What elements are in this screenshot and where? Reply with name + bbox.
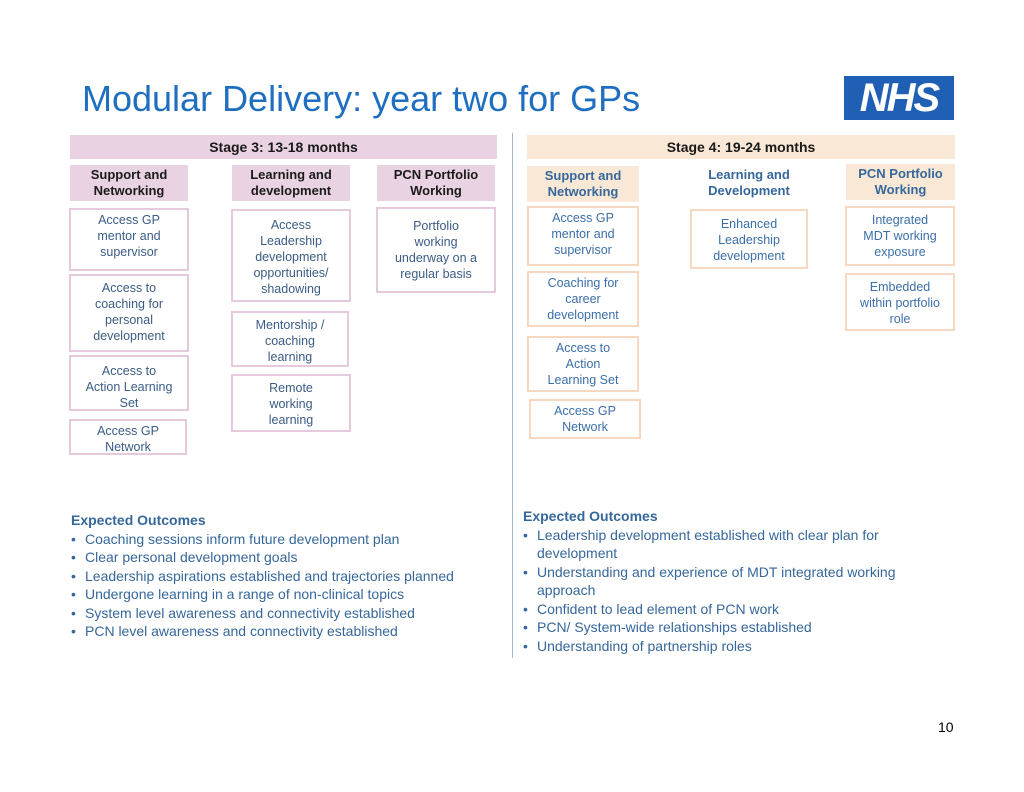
- stage3-banner: Stage 3: 13-18 months: [70, 135, 497, 159]
- stage4-col1-item-4: Access GP Network: [529, 399, 641, 439]
- stage3-col2-item-3: Remote working learning: [231, 374, 351, 432]
- stage4-col1-item-2: Coaching for career development: [527, 271, 639, 327]
- stage3-col3-item-1: Portfolio working underway on a regular basis: [376, 207, 496, 293]
- stage3-outcome-item: • Coaching sessions inform future development plan: [71, 530, 501, 549]
- stage4-col1-header: Support and Networking: [527, 166, 639, 202]
- stage3-col1-item-3: Access to Action Learning Set: [69, 355, 189, 411]
- stage3-outcome-item: • Undergone learning in a range of non-clinical topics: [71, 585, 501, 604]
- stage3-col2-item-2: Mentorship / coaching learning: [231, 311, 349, 367]
- stage4-outcome-item: • Understanding and experience of MDT integrated working approach: [523, 563, 943, 600]
- stage4-outcome-item: • Leadership development established with clear plan for development: [523, 526, 943, 563]
- page-number: 10: [938, 719, 954, 735]
- stage-divider: [512, 133, 513, 658]
- stage4-col2-item-1: Enhanced Leadership development: [690, 209, 808, 269]
- stage3-col1-header: Support and Networking: [70, 165, 188, 201]
- stage3-outcome-item: • System level awareness and connectivity established: [71, 604, 501, 623]
- stage3-outcome-item: • PCN level awareness and connectivity established: [71, 622, 501, 641]
- stage4-banner: Stage 4: 19-24 months: [527, 135, 955, 159]
- stage4-col3-item-1: Integrated MDT working exposure: [845, 206, 955, 266]
- stage4-outcomes-heading: Expected Outcomes: [523, 508, 658, 524]
- stage3-outcomes-heading: Expected Outcomes: [71, 512, 206, 528]
- stage4-outcome-item: • PCN/ System-wide relationships established: [523, 618, 943, 637]
- stage3-col2-item-1: Access Leadership development opportunities/ shadowing: [231, 209, 351, 302]
- stage3-col2-header: Learning and development: [232, 165, 350, 201]
- stage4-outcome-item: • Confident to lead element of PCN work: [523, 600, 943, 619]
- stage3-col3-header: PCN Portfolio Working: [377, 165, 495, 201]
- stage4-col3-item-2: Embedded within portfolio role: [845, 273, 955, 331]
- stage3-outcome-item: • Clear personal development goals: [71, 548, 501, 567]
- stage3-col1-item-1: Access GP mentor and supervisor: [69, 208, 189, 271]
- stage4-outcomes: [523, 507, 943, 655]
- stage3-outcomes: [71, 511, 501, 641]
- stage3-col1-item-4: Access GP Network: [69, 419, 187, 455]
- stage4-col2-header: Learning and Development: [708, 167, 790, 198]
- stage4-col1-item-3: Access to Action Learning Set: [527, 336, 639, 392]
- stage4-outcome-item: • Understanding of partnership roles: [523, 637, 943, 656]
- stage4-col1-item-1: Access GP mentor and supervisor: [527, 206, 639, 266]
- page-title: Modular Delivery: year two for GPs: [82, 78, 641, 119]
- stage4-col3-header: PCN Portfolio Working: [846, 164, 955, 200]
- stage3-col1-item-2: Access to coaching for personal development: [69, 274, 189, 352]
- stage3-outcome-item: • Leadership aspirations established and trajectories planned: [71, 567, 501, 586]
- nhs-logo: NHS: [844, 76, 954, 120]
